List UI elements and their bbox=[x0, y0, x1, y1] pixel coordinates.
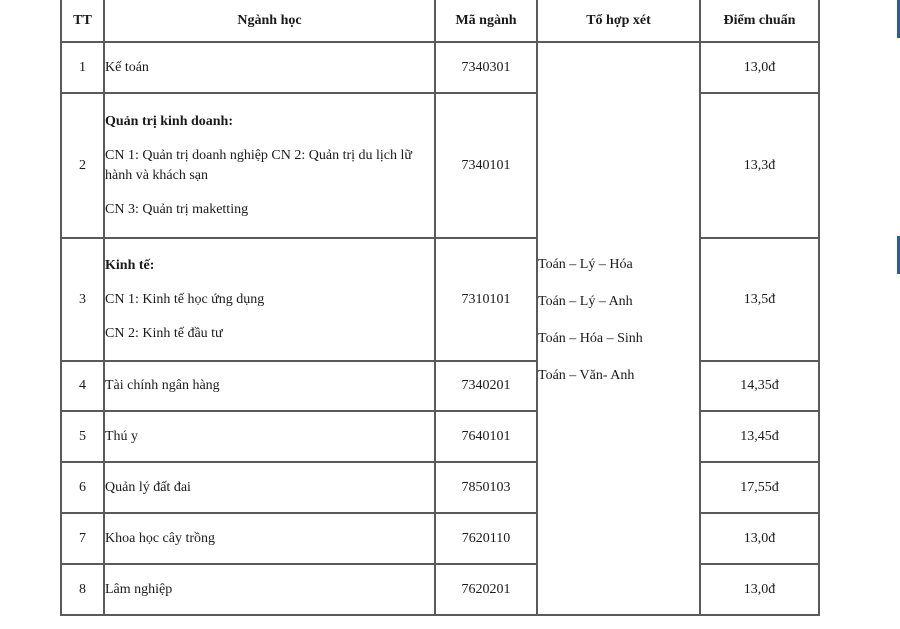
major-name: Quản lý đất đai bbox=[105, 463, 436, 514]
cutoff-score: 13,0đ bbox=[701, 565, 820, 616]
major-name: Tài chính ngân hàng bbox=[105, 362, 436, 412]
combination-cell bbox=[538, 43, 701, 616]
major-name: Thú y bbox=[105, 412, 436, 463]
table-row bbox=[62, 514, 820, 565]
combination-item: Toán – Văn- Anh bbox=[538, 367, 635, 383]
major-code: 7850103 bbox=[436, 463, 538, 514]
row-number: 8 bbox=[62, 565, 105, 616]
cutoff-score: 13,45đ bbox=[701, 412, 820, 463]
major-code: 7340101 bbox=[436, 94, 538, 239]
major-specialization: CN 1: Quản trị doanh nghiệp CN 2: Quản trị du lịch lữ hành và khách sạn bbox=[105, 147, 412, 183]
cutoff-score: 13,0đ bbox=[701, 43, 820, 94]
cutoff-score: 13,0đ bbox=[701, 514, 820, 565]
row-number: 4 bbox=[62, 362, 105, 412]
header-combo: Tổ hợp xét bbox=[538, 0, 701, 43]
combination-item: Toán – Lý – Hóa bbox=[538, 256, 633, 272]
combination-item: Toán – Lý – Anh bbox=[538, 293, 633, 309]
combination-item: Toán – Hóa – Sinh bbox=[538, 330, 643, 346]
major-specialization: CN 1: Kinh tế học ứng dụng bbox=[105, 291, 265, 307]
major-code: 7340201 bbox=[436, 362, 538, 412]
major-name: Khoa học cây trồng bbox=[105, 514, 436, 565]
table-row bbox=[62, 239, 820, 362]
major-code: 7620110 bbox=[436, 514, 538, 565]
row-number: 2 bbox=[62, 94, 105, 239]
major-name bbox=[105, 94, 436, 239]
table-row bbox=[62, 412, 820, 463]
header-row bbox=[62, 0, 820, 43]
major-code: 7640101 bbox=[436, 412, 538, 463]
major-code: 7310101 bbox=[436, 239, 538, 362]
row-number: 3 bbox=[62, 239, 105, 362]
header-score: Điểm chuẩn bbox=[701, 0, 820, 43]
header-major: Ngành học bbox=[105, 0, 436, 43]
row-number: 1 bbox=[62, 43, 105, 94]
major-code: 7620201 bbox=[436, 565, 538, 616]
major-name: Kế toán bbox=[105, 43, 436, 94]
major-heading: Quản trị kinh doanh: bbox=[105, 113, 233, 129]
table-row bbox=[62, 362, 820, 412]
row-number: 6 bbox=[62, 463, 105, 514]
header-tt: TT bbox=[62, 0, 105, 43]
major-specialization: CN 3: Quản trị maketting bbox=[105, 201, 249, 217]
cutoff-score: 13,3đ bbox=[701, 94, 820, 239]
table-row bbox=[62, 43, 820, 94]
major-code: 7340301 bbox=[436, 43, 538, 94]
major-name: Lâm nghiệp bbox=[105, 565, 436, 616]
major-specialization: CN 2: Kinh tế đầu tư bbox=[105, 325, 223, 341]
header-code: Mã ngành bbox=[436, 0, 538, 43]
table-row bbox=[62, 94, 820, 239]
admission-scores-table bbox=[60, 0, 820, 616]
row-number: 7 bbox=[62, 514, 105, 565]
cutoff-score: 17,55đ bbox=[701, 463, 820, 514]
major-name bbox=[105, 239, 436, 362]
table-row bbox=[62, 463, 820, 514]
cutoff-score: 14,35đ bbox=[701, 362, 820, 412]
table-row bbox=[62, 565, 820, 616]
major-heading: Kinh tế: bbox=[105, 257, 155, 273]
cutoff-score: 13,5đ bbox=[701, 239, 820, 362]
row-number: 5 bbox=[62, 412, 105, 463]
